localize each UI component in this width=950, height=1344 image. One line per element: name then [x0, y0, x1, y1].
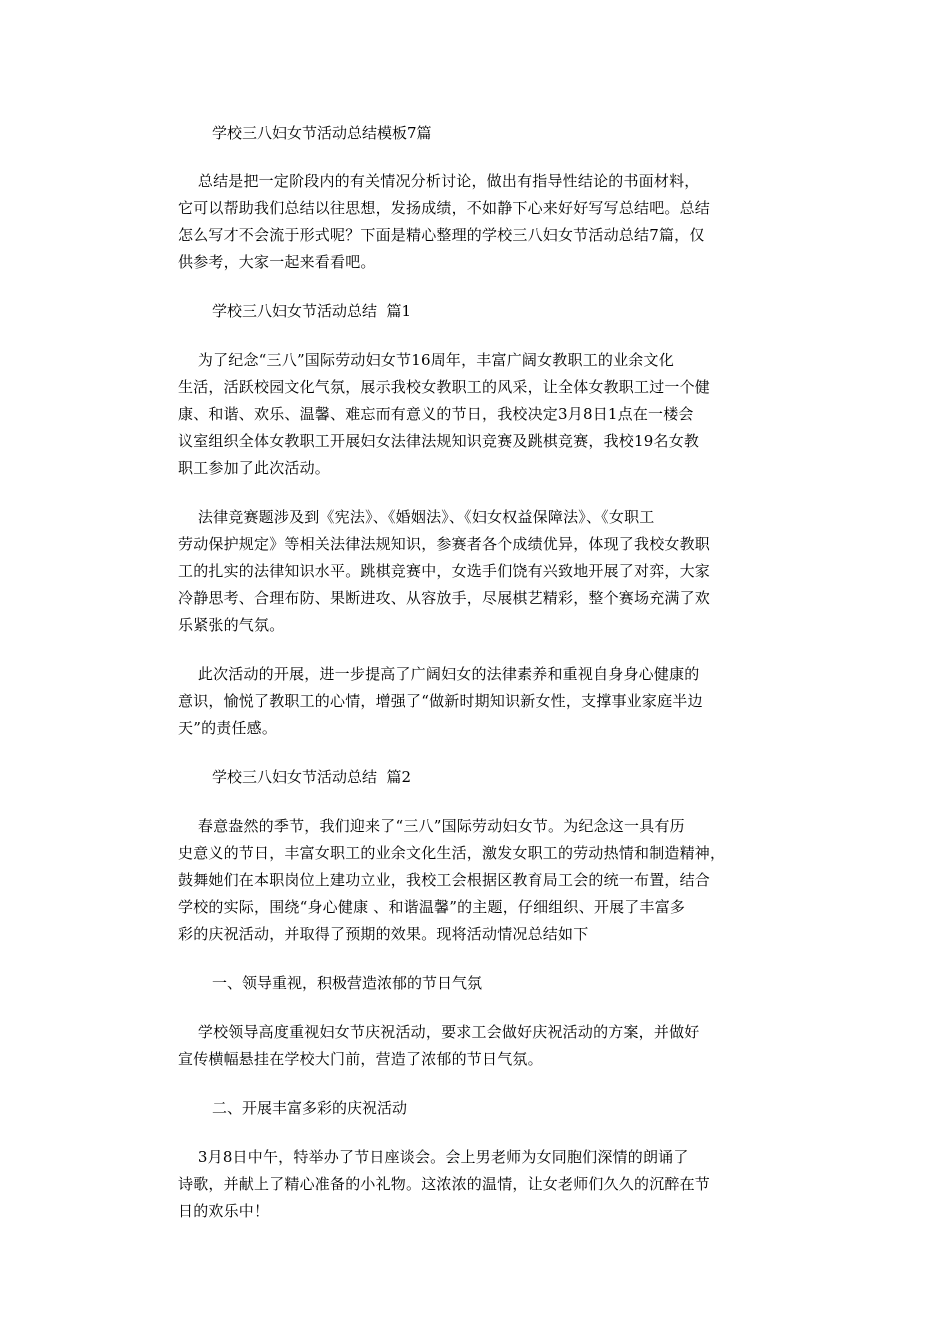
text-line: 学校领导高度重视妇女节庆祝活动，要求工会做好庆祝活动的方案，并做好 [178, 1023, 700, 1041]
text-line: 日的欢乐中！ [178, 1202, 270, 1220]
text-line: 工的扎实的法律知识水平。跳棋竞赛中，女选手们饶有兴致地开展了对弈，大家 [178, 562, 711, 580]
section-1-paragraph-3 [178, 661, 778, 742]
intro-paragraph [178, 168, 778, 276]
text-line: 议室组织全体女教职工开展妇女法律法规知识竞赛及跳棋竞赛，我校19名女教 [178, 432, 700, 450]
text-line: 供参考，大家一起来看看吧。 [178, 253, 376, 271]
section-2-paragraph-3 [178, 1144, 778, 1225]
text-line: 学校的实际，围绕“身心健康 、和谐温馨”的主题，仔细组织、开展了丰富多 [178, 898, 686, 916]
text-line: 鼓舞她们在本职岗位上建功立业，我校工会根据区教育局工会的统一布置，结合 [178, 871, 711, 889]
section-2-title: 学校三八妇女节活动总结 篇2 [212, 768, 412, 786]
document-title: 学校三八妇女节活动总结模板7篇 [212, 124, 432, 142]
text-line: 它可以帮助我们总结以往思想，发扬成绩，不如静下心来好好写写总结吧。总结 [178, 199, 711, 217]
text-line: 劳动保护规定》等相关法律法规知识，参赛者各个成绩优异，体现了我校女教职 [178, 535, 711, 553]
section-2-paragraph-2 [178, 1019, 778, 1073]
section-1-title: 学校三八妇女节活动总结 篇1 [212, 302, 412, 320]
text-line: 天”的责任感。 [178, 719, 278, 737]
text-line: 为了纪念“三八”国际劳动妇女节16周年，丰富广阔女教职工的业余文化 [178, 351, 674, 369]
section-2-paragraph-1 [178, 813, 778, 948]
text-line: 意识，愉悦了教职工的心情，增强了“做新时期知识新女性，支撑事业家庭半边 [178, 692, 703, 710]
document-body [178, 120, 778, 1225]
text-line: 3月8日中午，特举办了节日座谈会。会上男老师为女同胞们深情的朗诵了 [178, 1148, 689, 1166]
section-1-paragraph-2 [178, 504, 778, 639]
text-line: 冷静思考、合理布防、果断进攻、从容放手，尽展棋艺精彩，整个赛场充满了欢 [178, 589, 711, 607]
text-line: 康、和谐、欢乐、温馨、难忘而有意义的节日，我校决定3月8日1点在一楼会 [178, 405, 694, 423]
text-line: 怎么写才不会流于形式呢？下面是精心整理的学校三八妇女节活动总结7篇，仅 [178, 226, 705, 244]
text-line: 生活，活跃校园文化气氛，展示我校女教职工的风采，让全体女教职工过一个健 [178, 378, 711, 396]
text-line: 诗歌，并献上了精心准备的小礼物。这浓浓的温情，让女老师们久久的沉醉在节 [178, 1175, 711, 1193]
section-2-heading-2: 二、开展丰富多彩的庆祝活动 [212, 1099, 408, 1117]
text-line: 春意盎然的季节，我们迎来了“三八”国际劳动妇女节。为纪念这一具有历 [178, 817, 685, 835]
text-line: 彩的庆祝活动，并取得了预期的效果。现将活动情况总结如下 [178, 925, 589, 943]
text-line: 乐紧张的气氛。 [178, 616, 285, 634]
text-line: 此次活动的开展，进一步提高了广阔妇女的法律素养和重视自身身心健康的 [178, 665, 700, 683]
text-line: 职工参加了此次活动。 [178, 459, 331, 477]
section-2-heading-1: 一、领导重视，积极营造浓郁的节日气氛 [212, 974, 483, 992]
section-1-paragraph-1 [178, 347, 778, 482]
text-line: 法律竞赛题涉及到《宪法》、《婚姻法》、《妇女权益保障法》、《女职工 [178, 508, 655, 526]
text-line: 宣传横幅悬挂在学校大门前，营造了浓郁的节日气氛。 [178, 1050, 543, 1068]
text-line: 总结是把一定阶段内的有关情况分析讨论，做出有指导性结论的书面材料， [178, 172, 700, 190]
text-line: 史意义的节日，丰富女职工的业余文化生活，激发女职工的劳动热情和制造精神， [178, 844, 726, 862]
